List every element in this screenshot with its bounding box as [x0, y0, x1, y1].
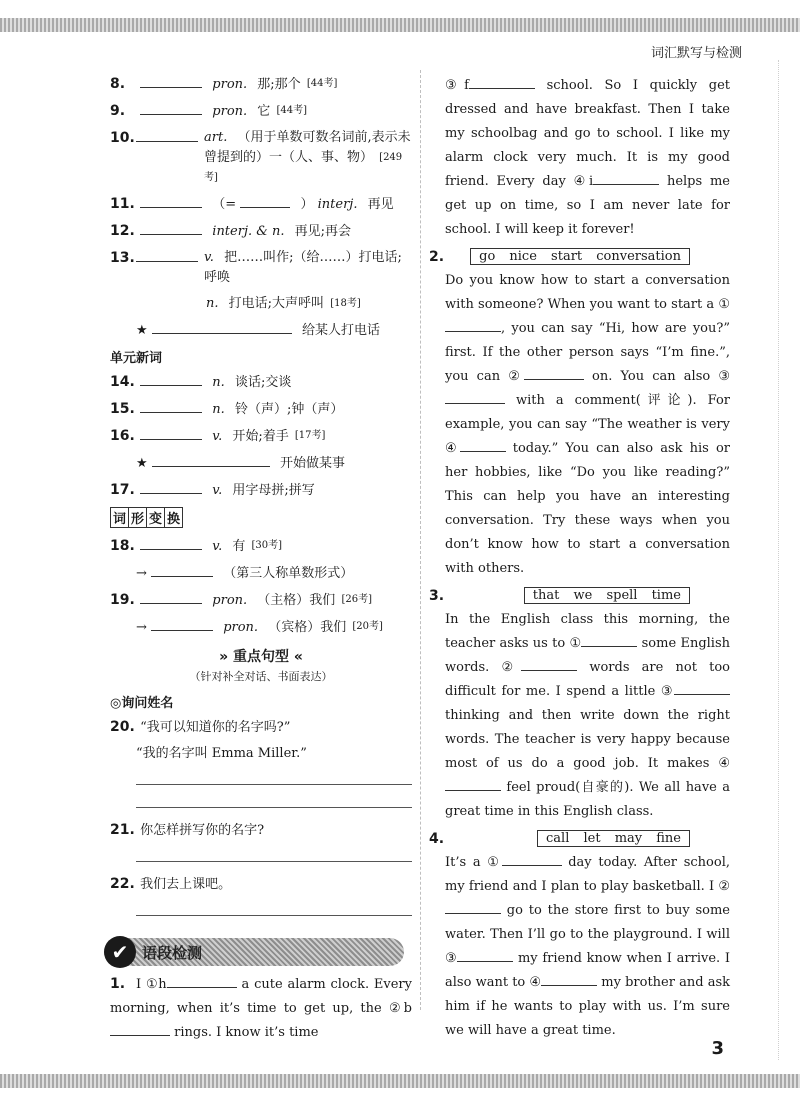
unit-new-words-title: 单元新词 [110, 351, 163, 366]
vocab-phrase-start: ★ 开始做某事 [110, 453, 412, 474]
answer-blank[interactable] [136, 128, 198, 142]
vocab-item-13-noun: n. 打电话;大声呼叫 [18考] [206, 296, 361, 311]
column-divider [420, 70, 422, 1010]
passage-1-right: ③f school. So I quickly get dressed and have breakfast. Then I take my schoolbag and go to school. I like my alarm clock very much. It is my good friend. Every day ④i helps me get up on time, so I am never late for school. I will keep it forever! [445, 74, 730, 242]
vocab-item-18: 18. v. 有 [30考] [110, 538, 283, 554]
exam-tag: [17考] [294, 430, 326, 441]
answer-blank[interactable] [152, 453, 270, 467]
exam-tag: [44考] [276, 105, 307, 116]
bottom-border-band [0, 1074, 800, 1088]
vocab-item-11: 11. （= ） interj. 再见 [110, 196, 394, 212]
answer-blank[interactable] [110, 1022, 170, 1036]
exam-tag: [26考] [341, 594, 372, 605]
answer-blank[interactable] [460, 438, 506, 452]
vocab-item-15: 15. n. 铃（声）;钟（声） [110, 401, 344, 417]
vocab-item-17: 17. v. 用字母拼;拼写 [110, 482, 315, 498]
answer-blank[interactable] [524, 366, 584, 380]
answer-blank[interactable] [140, 221, 202, 235]
answer-blank[interactable] [581, 633, 637, 647]
answer-blank[interactable] [140, 399, 202, 413]
word-transform-title: 词 形 变 换 [110, 507, 412, 528]
answer-blank[interactable] [445, 900, 501, 914]
answer-blank[interactable] [151, 617, 213, 631]
vocab-item-18-form: → （第三人称单数形式） [110, 563, 412, 584]
vocab-item-14: 14. n. 谈话;交谈 [110, 374, 292, 390]
answer-line[interactable] [136, 770, 412, 785]
answer-blank[interactable] [140, 590, 202, 604]
answer-blank[interactable] [445, 390, 505, 404]
answer-blank[interactable] [674, 681, 730, 695]
answer-blank[interactable] [502, 852, 562, 866]
passage-3: In the English class this morning, the teacher asks us to ① some English words. ② words are not too difficult for me. I spend a little ③ thinking and then write down the right words. The teacher is very happy because most of us do a good job. It makes ④ feel proud(自豪的). We all have a great time in this English class. [445, 612, 730, 819]
vocab-item-8: 8. pron. 那;那个 [44考] [110, 76, 338, 92]
pattern-item-21: 21. 你怎样拼写你的名字? [110, 822, 265, 838]
passage-4: It’s a ① day today. After school, my friend and I plan to play basketball. I ② go to the store first to buy some water. Then I’ll go to the playground. I will ③ my friend know when I arrive. I also want to ④ my brother and ask him if he wants to play with us. I’m sure we will have a great time. [445, 851, 730, 1043]
answer-blank[interactable] [445, 318, 501, 332]
answer-blank[interactable] [593, 171, 659, 185]
word-bank: go nice start conversation [470, 248, 690, 265]
answer-blank[interactable] [140, 372, 202, 386]
answer-blank[interactable] [140, 194, 202, 208]
vocab-phrase-call: ★ 给某人打电话 [110, 320, 412, 341]
answer-blank[interactable] [140, 74, 202, 88]
exam-tag: [44考] [306, 78, 338, 89]
answer-blank[interactable] [136, 248, 198, 262]
pattern-item-20b: “我的名字叫 Emma Miller.” [136, 746, 307, 761]
passage-3-header: 3. that we spell time [445, 587, 730, 604]
exam-tag: [20考] [352, 621, 383, 632]
answer-blank[interactable] [140, 480, 202, 494]
answer-blank[interactable] [152, 320, 292, 334]
page-number: 3 [711, 1038, 724, 1059]
vocab-item-19: 19. pron. （主格）我们 [26考] [110, 592, 372, 608]
vocab-item-9: 9. pron. 它 [44考] [110, 103, 307, 119]
passage-4-header: 4. call let may fine [445, 830, 730, 847]
page-edge-line [778, 60, 780, 1060]
vocab-item-10: 10. art. （用于单数可数名词前,表示未曾提到的）一（人、事、物） [249考] [110, 130, 411, 183]
word-bank: call let may fine [537, 830, 690, 847]
exam-tag: [30考] [251, 540, 283, 551]
exam-tag: [249考] [204, 152, 403, 183]
answer-blank[interactable] [140, 101, 202, 115]
vocab-item-19-form: → pron. （宾格）我们 [20考] [110, 617, 412, 638]
passage-test-banner: ✔ 语段检测 [104, 938, 404, 966]
vocab-item-13: 13. v. 把……叫作;（给……）打电话;呼唤 [110, 250, 402, 285]
right-column [429, 74, 731, 1043]
key-patterns-subtitle: （针对补全对话、书面表达） [189, 670, 333, 683]
pattern-item-20: 20. “我可以知道你的名字吗?” [110, 719, 291, 735]
checkmark-icon: ✔ [104, 936, 136, 968]
answer-blank[interactable] [457, 948, 513, 962]
passage-2-header: 2. go nice start conversation [445, 248, 730, 265]
vocab-item-12: 12. interj. & n. 再见;再会 [110, 223, 351, 239]
answer-blank[interactable] [240, 194, 290, 208]
left-column [110, 74, 412, 1045]
answer-blank[interactable] [151, 563, 213, 577]
passage-2: Do you know how to start a conversation with someone? When you want to start a ①, you can say “Hi, how are you?” first. If the other person says “I’m fine.”, you can ② on. You can also ③ with a comment(评论). For example, you can say “The weather is very ④ today.” You can also ask his or her hobbies, like “Do you like reading?” This can help you have an interesting conversation. Try these ways when you don’t know how to start a conversation with others. [445, 273, 730, 576]
answer-blank[interactable] [140, 426, 202, 440]
passage-1-left: 1. I ①h a cute alarm clock. Every morning, when it’s time to get up, the ②b rings. I know it’s time [110, 976, 413, 1040]
answer-blank[interactable] [167, 974, 237, 988]
word-bank: that we spell time [524, 587, 690, 604]
answer-blank[interactable] [469, 75, 535, 89]
answer-blank[interactable] [541, 972, 597, 986]
answer-line[interactable] [136, 901, 412, 916]
answer-line[interactable] [136, 847, 412, 862]
answer-line[interactable] [136, 793, 412, 808]
page-header-title: 词汇默写与检测 [650, 46, 742, 61]
key-patterns-title: » 重点句型 « [219, 649, 303, 665]
answer-blank[interactable] [445, 777, 501, 791]
answer-blank[interactable] [140, 536, 202, 550]
vocab-item-16: 16. v. 开始;着手 [17考] [110, 428, 326, 444]
exam-tag: [18考] [330, 298, 361, 309]
pattern-item-22: 22. 我们去上课吧。 [110, 876, 232, 892]
ask-name-topic: ◎询问姓名 [110, 696, 174, 711]
answer-blank[interactable] [521, 657, 577, 671]
top-border-band [0, 18, 800, 32]
